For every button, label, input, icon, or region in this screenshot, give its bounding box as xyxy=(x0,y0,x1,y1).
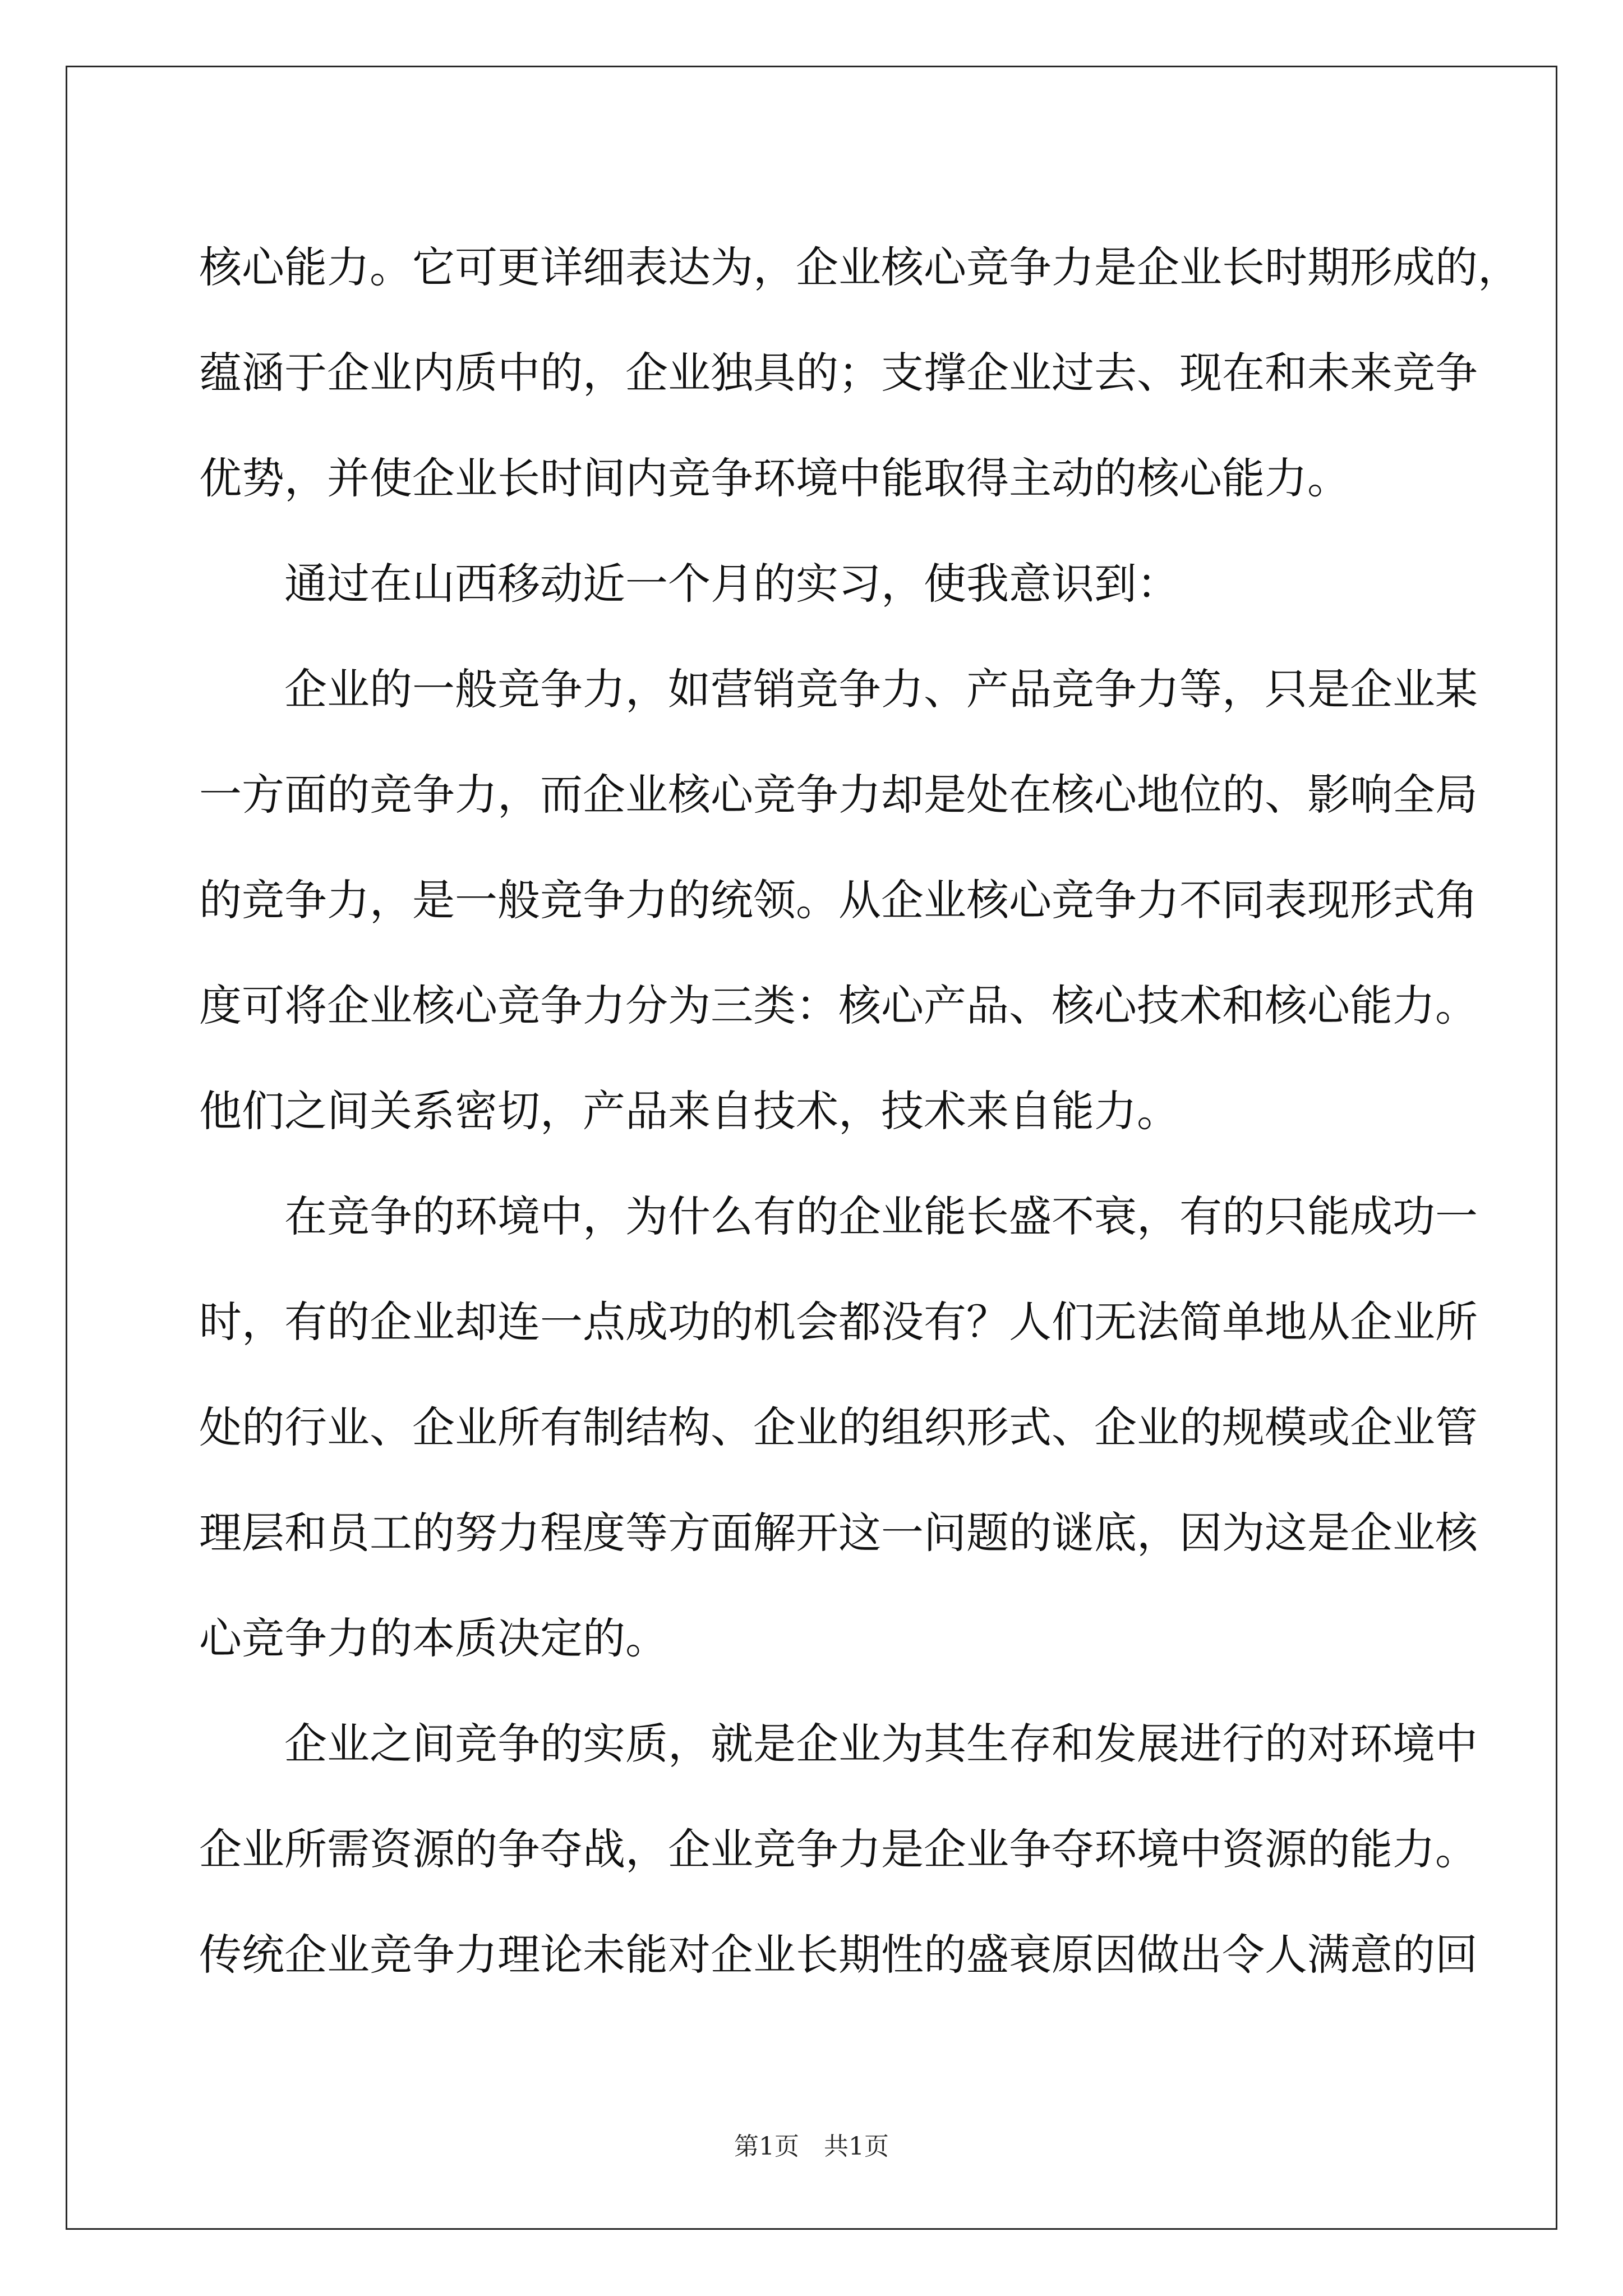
text-line: 时，有的企业却连一点成功的机会都没有？人们无法简单地从企业所 xyxy=(199,1297,1478,1347)
text-line: 心竞争力的本质决定的。 xyxy=(199,1613,668,1663)
text-line: 一方面的竞争力，而企业核心竞争力却是处在核心地位的、影响全局 xyxy=(199,770,1478,820)
text-line: 优势，并使企业长时间内竞争环境中能取得主动的核心能力。 xyxy=(199,453,1350,503)
text-line: 度可将企业核心竞争力分为三类：核心产品、核心技术和核心能力。 xyxy=(199,981,1478,1030)
text-line: 企业的一般竞争力，如营销竞争力、产品竞争力等，只是企业某 xyxy=(199,664,1478,714)
text-line: 理层和员工的努力程度等方面解开这一问题的谜底，因为这是企业核 xyxy=(199,1508,1478,1558)
text-line: 处的行业、企业所有制结构、企业的组织形式、企业的规模或企业管 xyxy=(199,1402,1478,1452)
document-body xyxy=(199,215,1520,2008)
text-line: 通过在山西移动近一个月的实习，使我意识到： xyxy=(199,559,1179,609)
text-line: 企业所需资源的争夺战，企业竞争力是企业争夺环境中资源的能力。 xyxy=(199,1824,1478,1874)
page-number: 第1页 共1页 xyxy=(734,2132,889,2161)
text-line: 核心能力。它可更详细表达为，企业核心竞争力是企业长时期形成的， xyxy=(199,242,1520,292)
text-line: 传统企业竞争力理论未能对企业长期性的盛衰原因做出令人满意的回 xyxy=(199,1930,1478,1980)
text-line: 蕴涵于企业内质中的，企业独具的；支撑企业过去、现在和未来竞争 xyxy=(199,348,1478,398)
text-line: 在竞争的环境中，为什么有的企业能长盛不衰，有的只能成功一 xyxy=(199,1191,1478,1241)
text-line: 他们之间关系密切，产品来自技术，技术来自能力。 xyxy=(199,1086,1179,1136)
text-line: 的竞争力，是一般竞争力的统领。从企业核心竞争力不同表现形式角 xyxy=(199,875,1478,925)
text-line: 企业之间竞争的实质，就是企业为其生存和发展进行的对环境中 xyxy=(199,1719,1478,1769)
